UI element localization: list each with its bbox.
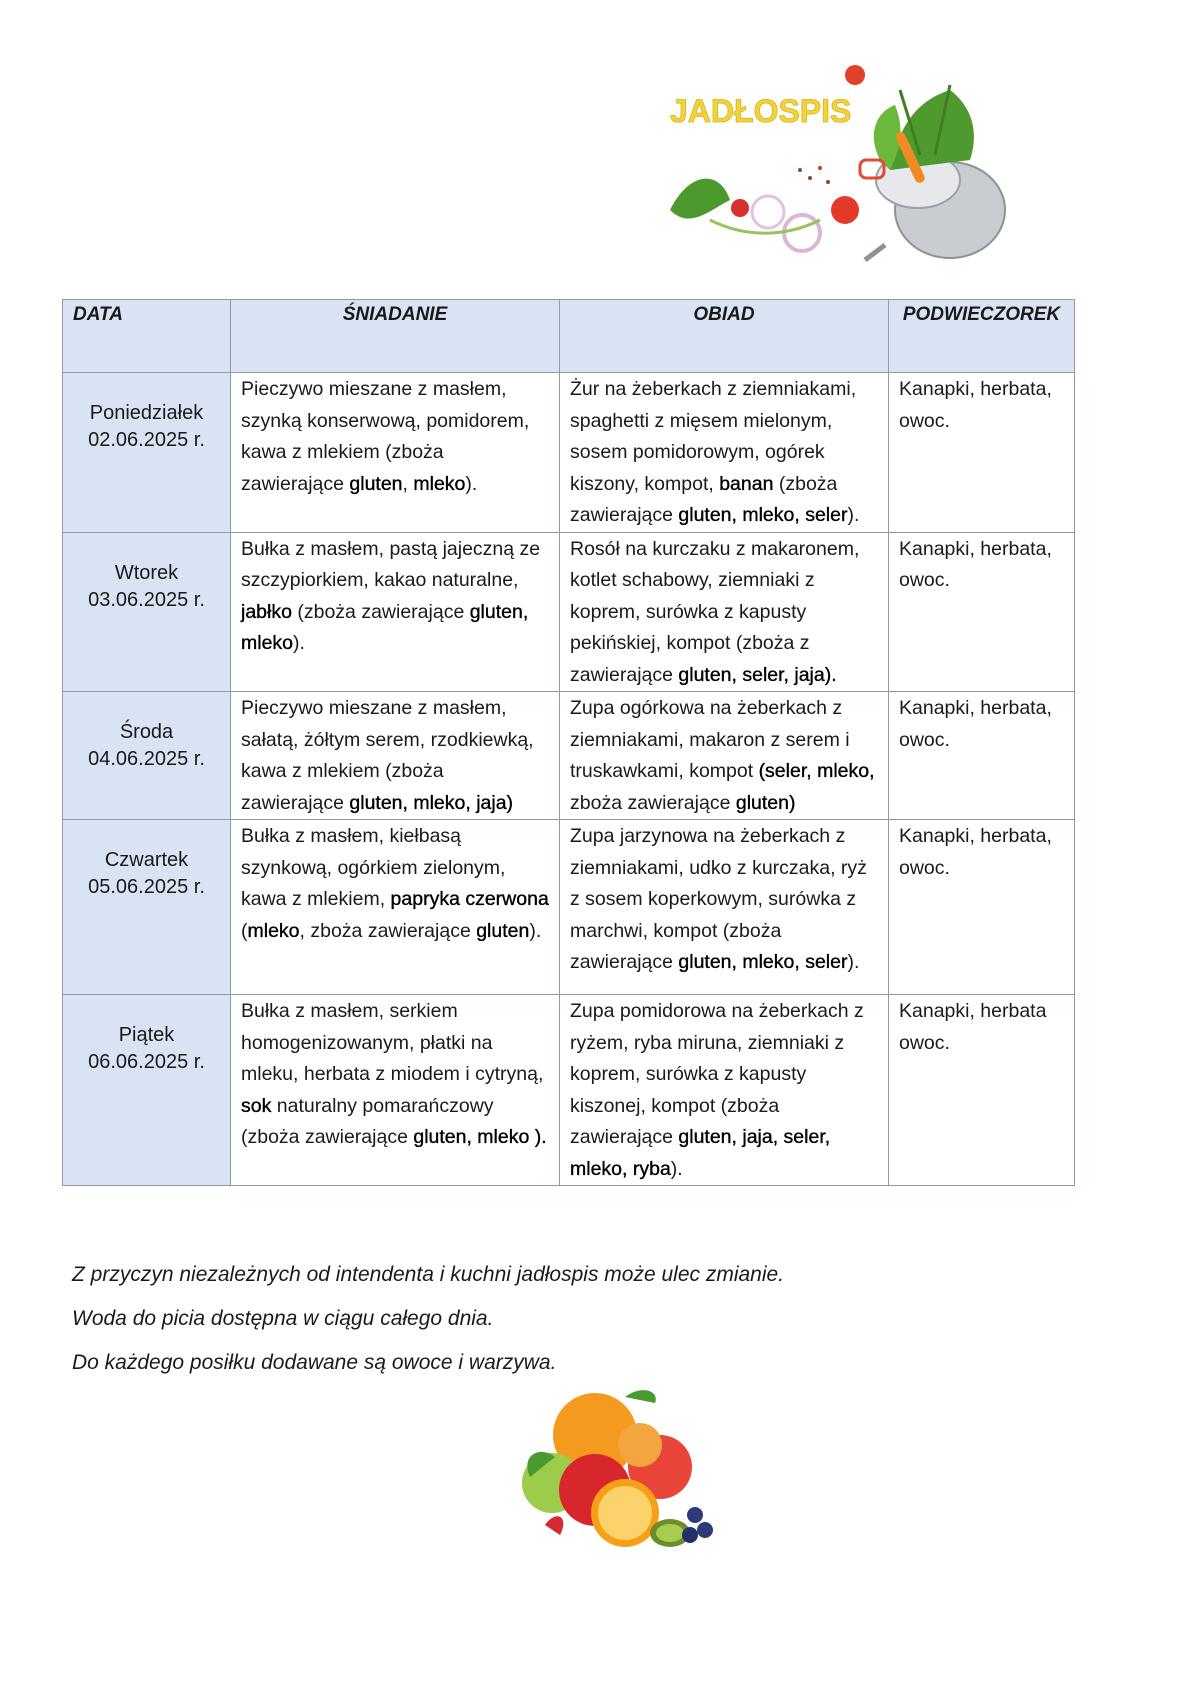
logo-text: JADŁOSPIS xyxy=(670,93,852,129)
day-cell xyxy=(63,820,231,995)
meal-text: Zupa jarzynowa na żeberkach z ziemniakami, udko z kurczaka, ryż z sosem koperkowym, surówka z marchwi, kompot (zboża zawierające xyxy=(570,825,867,973)
meal-text: ). xyxy=(847,504,860,526)
allergen-text: gluten, mleko, jaja) xyxy=(349,791,514,814)
allergen-text: gluten) xyxy=(735,791,796,814)
allergen-text: gluten, mleko, seler xyxy=(678,951,848,973)
meal-text: zboża zawierające xyxy=(570,791,736,814)
lunch-cell xyxy=(560,820,889,995)
allergen-text: mleko xyxy=(247,919,300,942)
meal-text: naturalny pomarańczowy (zboża zawierające xyxy=(241,1094,494,1148)
allergen-text: gluten xyxy=(349,472,403,495)
meal-text: Zupa pomidorowa na żeberkach z ryżem, ryba miruna, ziemniaki z koprem, surówka z kapusty kiszonej, kompot (zboża zawierające xyxy=(570,1000,864,1148)
day-date: 04.06.2025 r. xyxy=(88,748,205,770)
snack-cell: Kanapki, herbata owoc. xyxy=(889,995,1075,1186)
allergen-text: gluten, mleko xyxy=(241,600,529,654)
notes xyxy=(72,1262,784,1394)
meal-text: ). xyxy=(529,919,542,942)
lunch-cell xyxy=(560,532,889,692)
meal-text: , xyxy=(402,472,414,495)
meal-text: , zboża zawierające xyxy=(299,919,477,942)
allergen-text: mleko xyxy=(413,472,466,495)
snack-cell: Kanapki, herbata, owoc. xyxy=(889,692,1075,820)
header-date: DATA xyxy=(63,300,231,373)
allergen-text: sok xyxy=(241,1094,272,1117)
allergen-text: gluten, jaja, seler, mleko, ryba xyxy=(570,1126,831,1180)
day-name: Wtorek xyxy=(114,561,179,584)
meal-text: (zboża zawierające xyxy=(570,472,838,526)
header-breakfast: ŚNIADANIE xyxy=(231,300,560,373)
header-lunch: OBIAD xyxy=(560,300,889,373)
day-date: 02.06.2025 r. xyxy=(88,429,205,451)
meal-text: ). xyxy=(670,1157,683,1180)
meal-text: Bułka z masłem, pastą jajeczną ze szczypiorkiem, kakao naturalne, xyxy=(241,537,541,591)
breakfast-cell xyxy=(231,995,560,1186)
day-cell xyxy=(63,692,231,820)
day-name: Czwartek xyxy=(104,849,189,871)
note-fruit: Do każdego posiłku dodawane są owoce i warzywa. xyxy=(72,1351,557,1374)
allergen-text: papryka czerwona xyxy=(390,888,549,910)
meal-text: Żur na żeberkach z ziemniakami, spaghetti z mięsem mielonym, sosem pomidorowym, ogórek kiszony, kompot, xyxy=(570,378,857,495)
breakfast-cell xyxy=(231,692,560,820)
breakfast-cell xyxy=(231,820,560,995)
lunch-cell xyxy=(560,373,889,533)
day-cell xyxy=(63,532,231,692)
meal-text: (zboża zawierające xyxy=(291,600,470,623)
table-header-row xyxy=(63,300,1075,373)
menu-table xyxy=(62,299,1075,1186)
lunch-cell xyxy=(560,995,889,1186)
fruit-illustration xyxy=(500,1385,750,1560)
allergen-text: (seler, mleko, xyxy=(758,760,875,782)
day-date: 05.06.2025 r. xyxy=(88,876,205,898)
day-name: Poniedziałek xyxy=(89,402,204,424)
day-cell xyxy=(63,373,231,533)
snack-cell: Kanapki, herbata, owoc. xyxy=(889,820,1075,995)
meal-text: Pieczywo mieszane z masłem, sałatą, żółtym serem, rzodkiewką, kawa z mlekiem (zboża zawierające xyxy=(241,697,534,814)
meal-text: Zupa ogórkowa na żeberkach z ziemniakami, makaron z serem i truskawkami, kompot xyxy=(570,697,850,782)
note-changes: Z przyczyn niezależnych od intendenta i kuchni jadłospis może ulec zmianie. xyxy=(72,1263,785,1286)
allergen-text: gluten, mleko, seler xyxy=(678,504,848,526)
breakfast-cell xyxy=(231,532,560,692)
table-row xyxy=(63,995,1075,1186)
header-snack: PODWIECZOREK xyxy=(889,300,1075,373)
table-row xyxy=(63,692,1075,820)
snack-cell: Kanapki, herbata, owoc. xyxy=(889,373,1075,533)
meal-text: Bułka z masłem, serkiem homogenizowanym, płatki na mleku, herbata z miodem i cytryną, xyxy=(241,1000,544,1085)
meal-text: Pieczywo mieszane z masłem, szynką konserwową, pomidorem, kawa z mlekiem (zboża zawierające xyxy=(241,378,530,495)
meal-text: ). xyxy=(465,472,478,495)
table-row xyxy=(63,820,1075,995)
day-name: Środa xyxy=(119,721,174,743)
day-cell xyxy=(63,995,231,1186)
table-row xyxy=(63,373,1075,533)
allergen-text: gluten, mleko ). xyxy=(413,1126,547,1148)
meal-text: Rosół na kurczaku z makaronem, kotlet schabowy, ziemniaki z koprem, surówka z kapusty pekińskiej, kompot (zboża z zawierające xyxy=(570,537,860,686)
note-water: Woda do picia dostępna w ciągu całego dnia. xyxy=(72,1307,494,1330)
lunch-cell xyxy=(560,692,889,820)
meal-text: Bułka z masłem, kiełbasą szynkową, ogórkiem zielonym, kawa z mlekiem, xyxy=(241,825,506,910)
day-date: 06.06.2025 r. xyxy=(88,1051,205,1073)
table-row xyxy=(63,532,1075,692)
meal-text: ( xyxy=(241,919,248,942)
allergen-text: gluten, seler, jaja). xyxy=(678,663,837,686)
day-name: Piątek xyxy=(118,1024,175,1046)
meal-text: ). xyxy=(293,632,305,654)
allergen-text: gluten xyxy=(476,919,530,942)
breakfast-cell xyxy=(231,373,560,533)
menu-logo xyxy=(650,60,1030,270)
day-date: 03.06.2025 r. xyxy=(88,588,205,611)
allergen-text: banan xyxy=(719,472,774,495)
meal-text: ). xyxy=(847,951,860,973)
allergen-text: jabłko xyxy=(241,600,292,623)
snack-cell: Kanapki, herbata, owoc. xyxy=(889,532,1075,692)
